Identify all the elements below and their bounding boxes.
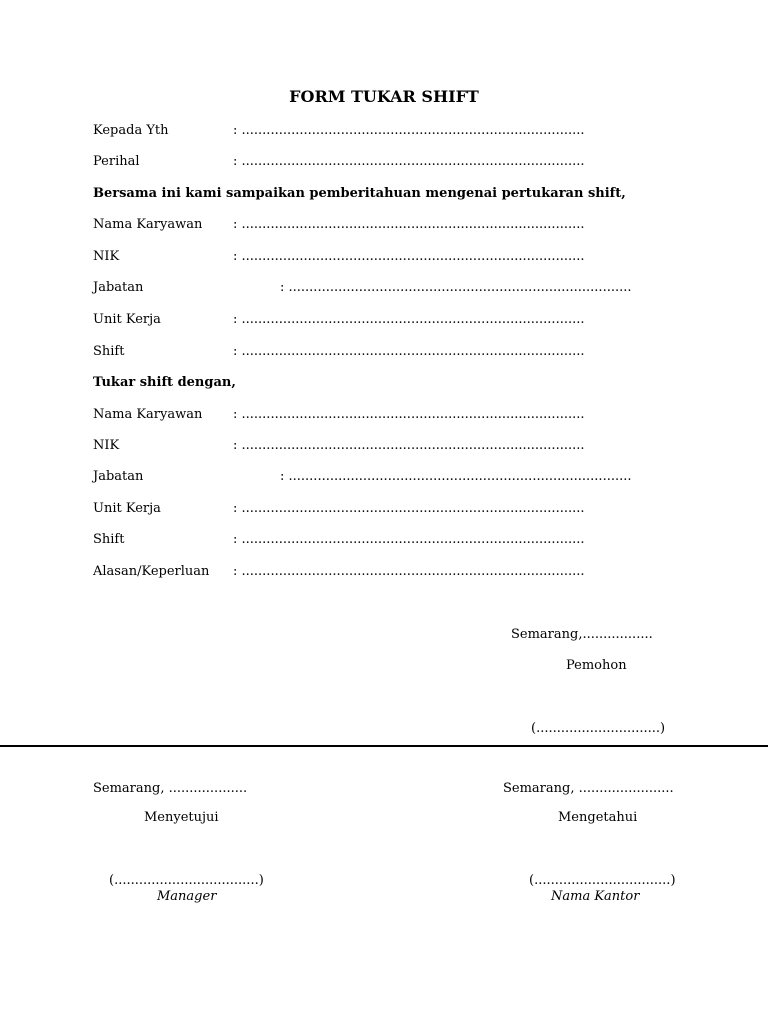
applicant-place-date[interactable]: Semarang,................. bbox=[511, 627, 653, 642]
label-perihal: Perihal bbox=[93, 154, 140, 169]
approval-left-signature[interactable]: (...................................) bbox=[109, 873, 264, 888]
approval-right-role: Mengetahui bbox=[558, 810, 638, 825]
field-nik-1[interactable]: : ................................................................................... bbox=[233, 249, 585, 264]
label-nik-2: NIK bbox=[93, 438, 120, 453]
field-jabatan-1[interactable]: : ................................................................................... bbox=[280, 280, 632, 295]
label-nik-1: NIK bbox=[93, 249, 120, 264]
label-alasan-keperluan: Alasan/Keperluan bbox=[93, 564, 210, 579]
approval-left-place-date[interactable]: Semarang, ................... bbox=[93, 781, 248, 796]
applicant-role: Pemohon bbox=[566, 658, 627, 673]
approval-right-signature[interactable]: (.................................) bbox=[529, 873, 676, 888]
applicant-signature[interactable]: (..............................) bbox=[531, 721, 666, 736]
section-divider bbox=[0, 745, 768, 747]
field-nama-karyawan-1[interactable]: : ................................................................................... bbox=[233, 217, 585, 232]
field-nik-2[interactable]: : ................................................................................... bbox=[233, 438, 585, 453]
field-kepada-yth[interactable]: : ................................................................................... bbox=[233, 123, 585, 138]
label-unit-kerja-1: Unit Kerja bbox=[93, 312, 161, 327]
field-perihal[interactable]: : ................................................................................... bbox=[233, 154, 585, 169]
label-jabatan-1: Jabatan bbox=[93, 280, 144, 295]
intro-text: Bersama ini kami sampaikan pemberitahuan mengenai pertukaran shift, bbox=[93, 186, 626, 201]
label-nama-karyawan-1: Nama Karyawan bbox=[93, 217, 203, 232]
label-jabatan-2: Jabatan bbox=[93, 469, 144, 484]
field-unit-kerja-1[interactable]: : ................................................................................... bbox=[233, 312, 585, 327]
field-alasan-keperluan[interactable]: : ................................................................................... bbox=[233, 564, 585, 579]
field-unit-kerja-2[interactable]: : ................................................................................... bbox=[233, 501, 585, 516]
field-shift-2[interactable]: : ................................................................................... bbox=[233, 532, 585, 547]
approval-right-place-date[interactable]: Semarang, ....................... bbox=[503, 781, 674, 796]
field-jabatan-2[interactable]: : ................................................................................... bbox=[280, 469, 632, 484]
swap-heading: Tukar shift dengan, bbox=[93, 375, 236, 390]
label-shift-2: Shift bbox=[93, 532, 125, 547]
label-unit-kerja-2: Unit Kerja bbox=[93, 501, 161, 516]
label-nama-karyawan-2: Nama Karyawan bbox=[93, 407, 203, 422]
approval-right-name: Nama Kantor bbox=[551, 889, 640, 904]
approval-left-role: Menyetujui bbox=[144, 810, 219, 825]
field-shift-1[interactable]: : ................................................................................... bbox=[233, 344, 585, 359]
label-kepada-yth: Kepada Yth bbox=[93, 123, 169, 138]
label-shift-1: Shift bbox=[93, 344, 125, 359]
form-title: FORM TUKAR SHIFT bbox=[289, 87, 479, 106]
approval-left-name: Manager bbox=[157, 889, 217, 904]
field-nama-karyawan-2[interactable]: : ................................................................................... bbox=[233, 407, 585, 422]
